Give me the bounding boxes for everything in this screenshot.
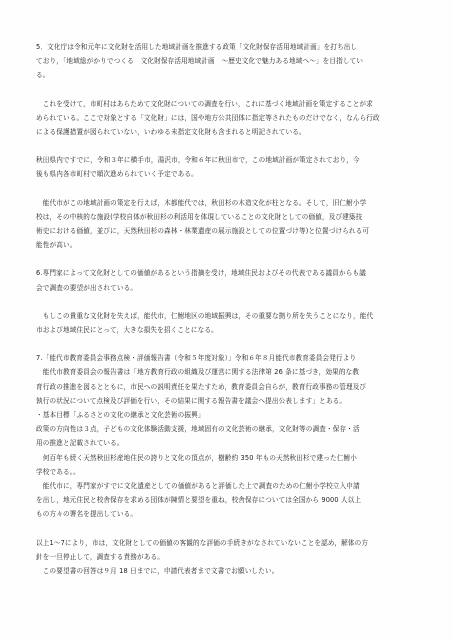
text-line: 能代市教育委員会の報告書は「地方教育行政の組織及び運営に関する法律第 26 条に基づき，効果的な教 <box>36 368 360 377</box>
text-line: る。 <box>36 71 50 80</box>
text-line: 会で調査の要望が出されている。 <box>36 283 138 292</box>
paragraph-7 <box>36 351 412 521</box>
text-line: 7.「能代市教育委員会事務点検・評価報告書（令和５年度対象）」令和６年８月能代市教育委員会発行より <box>36 354 357 363</box>
paragraph-noshiro-plan <box>36 196 412 253</box>
text-line: 5．文化庁は令和元年に文化財を活用した地域計画を推進する政策「文化財保存活用地域計画」を打ち出し <box>36 43 358 51</box>
text-line: 能代市がこの地域計画の策定を行えば，木都能代では，秋田杉の木造文化が柱となる。そして，旧仁鮒小学 <box>36 198 367 207</box>
text-line: を出し，地元住民と校舎保存を求める団体が陳情と要望を重ね，校舎保存については全国から 9000 人以上 <box>36 496 362 505</box>
text-line: による保護措置が図られていない，いわゆる未指定文化財も含まれると明記されている。 <box>36 128 306 137</box>
text-line: ており，「地域総がかりでつくる 文化財保存活用地域計画 ～歴史文化で魅力ある地域へ～」を目指してい <box>36 57 364 66</box>
paragraph-6 <box>36 266 412 294</box>
text-line: められている。ここで対象とする「文化財」には，国や地方公共団体に指定等されたものだけでなく，なんら行政 <box>36 113 380 122</box>
text-line: 針を一旦停止して，調査する責務がある。 <box>36 552 164 561</box>
text-line: 術史における価値，並びに，天然秋田杉の森林・林業遺産の展示施設としての位置づけ等)と位置づけられる可 <box>36 227 370 236</box>
text-line: 市および地域住民にとって，大きな損失を招くことになる。 <box>36 326 218 335</box>
text-line: 能代市に，専門家がすでに文化遺産としての価値があると評価した上で調査のための仁鮒小学校立入申請 <box>36 482 360 491</box>
paragraph-5-continued <box>36 97 412 140</box>
text-line: この要望書の回答は９月 18 日までに，申請代表者まで文書でお願いしたい。 <box>36 567 279 576</box>
text-line: 学校である。。 <box>36 467 80 476</box>
text-line: もの方々の署名を提出している。 <box>36 510 138 519</box>
text-line: 後も県内各市町村で順次進められていく予定である。 <box>36 170 198 179</box>
text-line: 6.専門家によって文化財としての価値があるという指摘を受け，地域住民およびその代表である議員からも議 <box>36 269 367 278</box>
text-line: 執行の状況について点検及び評価を行い，その結果に関する報告書を議会へ提出公表します」とある。 <box>36 396 347 405</box>
paragraph-conclusion <box>36 536 412 579</box>
paragraph-akita-plans <box>36 153 412 181</box>
text-line: ・基本目標「ふるさとの文化の継承と文化芸術の振興」 <box>36 411 205 420</box>
text-line: 育行政の推進を図るとともに，市民への説明責任を果たすため，教育委員会自らが，教育行政事務の管理及び <box>36 382 367 391</box>
text-line: もしこの貴重な文化財を失えば，能代市，仁鮒地区の地域振興は，その重要な拠り所を失うことになり，能代 <box>36 311 374 320</box>
text-line: 何百年も続く天然秋田杉産地住民の誇りと文化の頂点が，樹齢約 350 年もの天然秋田杉で建った仁鮒小 <box>36 453 357 462</box>
text-line: これを受けて，市町村はあらためて文化財についての調査を行い，これに基づく地域計画を策定することが求 <box>36 99 373 108</box>
text-line: 以上1～7により，市は，文化財としての価値の客観的な評価の手続きがなされていないことを認め，解体の方 <box>36 538 369 547</box>
paragraph-6-continued <box>36 309 412 337</box>
text-line: 校は，その中核的な施設(学校自体が秋田杉の利活用を体現していることの文化財としての価値，及び建築技 <box>36 212 363 221</box>
text-line: 用の推進と記載されている。 <box>36 439 124 448</box>
text-line: 秋田県内ですでに，令和３年に横手市，湯沢市，令和６年に秋田市で，この地域計画が策定されており，今 <box>36 156 360 165</box>
text-line: 政策の方向性は３点，子どもの文化体験活動支援，地域固有の文化芸術の継承，文化財等の調査・保存・活 <box>36 425 360 434</box>
paragraph-5 <box>36 40 412 83</box>
text-line: 能性が高い。 <box>36 241 77 250</box>
